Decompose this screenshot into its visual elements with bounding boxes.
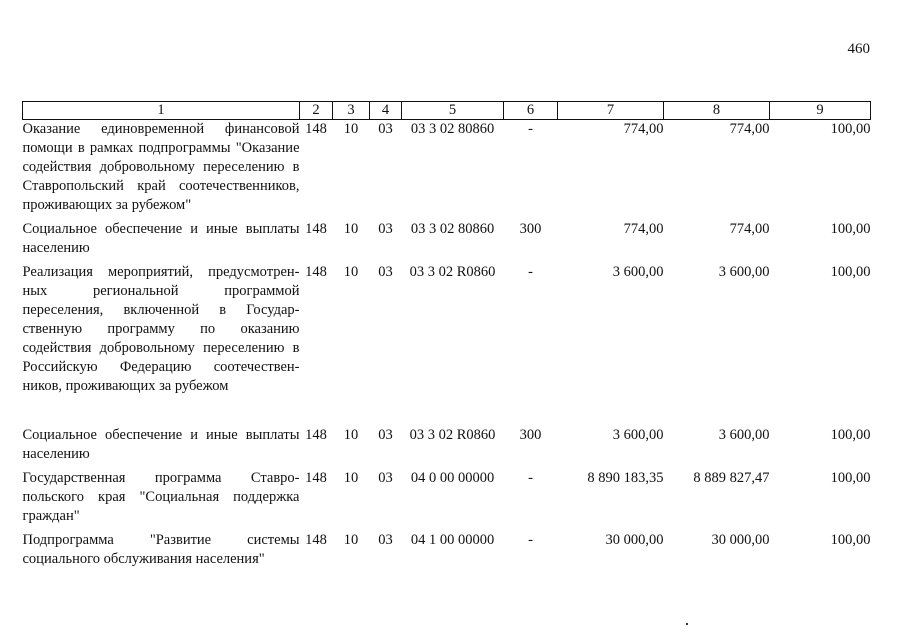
cell-actual: 3 600,00 — [718, 264, 770, 280]
cell-ministry: 148 — [305, 221, 327, 237]
table-row — [23, 426, 871, 469]
row-name: Оказание единовременной финансовой помощи в рамках подпрограммы "Оказание содействия добровольному переселению в Ставропольский край соотечественников, проживающих за рубежом" — [22, 121, 300, 213]
column-header-9: 9 — [770, 102, 871, 120]
cell-ministry: 148 — [305, 532, 327, 548]
column-header-3: 3 — [333, 102, 370, 120]
scan-speck — [686, 623, 688, 625]
cell-percent: 100,00 — [830, 121, 871, 137]
column-header-6: 6 — [504, 102, 558, 120]
table-row — [23, 220, 871, 263]
cell-ministry: 148 — [305, 264, 327, 280]
cell-subsection: 03 — [378, 532, 393, 548]
cell-expense-type: - — [528, 532, 533, 548]
cell-ministry: 148 — [305, 427, 327, 443]
cell-target-article: 04 1 00 00000 — [410, 532, 495, 548]
cell-target-article: 03 3 02 R0860 — [409, 427, 496, 443]
cell-expense-type: - — [528, 470, 533, 486]
table-row — [23, 120, 871, 221]
page-number: 460 — [847, 41, 870, 57]
cell-expense-type: 300 — [519, 427, 542, 443]
table-row — [23, 263, 871, 426]
cell-percent: 100,00 — [830, 532, 871, 548]
cell-actual: 3 600,00 — [718, 427, 770, 443]
cell-section: 10 — [343, 427, 359, 443]
column-header-2: 2 — [300, 102, 333, 120]
row-name: Реализация мероприятий, предусмотрен-ных региональной программой переселения, включенной в Государ-ственную программу по оказанию содействия добровольному переселению в Российскую Федерацию соотечествен-ников, проживающих за рубежом — [22, 264, 300, 394]
cell-plan: 3 600,00 — [612, 264, 664, 280]
table-row — [23, 469, 871, 531]
column-header-4: 4 — [370, 102, 402, 120]
cell-expense-type: - — [528, 121, 533, 137]
cell-target-article: 04 0 00 00000 — [410, 470, 495, 486]
cell-expense-type: 300 — [519, 221, 542, 237]
cell-actual: 774,00 — [729, 121, 770, 137]
cell-section: 10 — [343, 532, 359, 548]
column-header-5: 5 — [402, 102, 504, 120]
cell-section: 10 — [343, 470, 359, 486]
column-header-8: 8 — [664, 102, 770, 120]
cell-ministry: 148 — [305, 121, 327, 137]
cell-subsection: 03 — [378, 121, 393, 137]
row-name: Подпрограмма "Развитие системы социального обслуживания населения" — [22, 532, 300, 567]
budget-table — [22, 101, 871, 569]
cell-percent: 100,00 — [830, 427, 871, 443]
cell-actual: 8 889 827,47 — [693, 470, 770, 486]
cell-plan: 774,00 — [623, 221, 664, 237]
column-header-1: 1 — [23, 102, 300, 120]
cell-actual: 30 000,00 — [711, 532, 770, 548]
row-name: Социальное обеспечение и иные выплаты населению — [22, 427, 300, 462]
cell-percent: 100,00 — [830, 264, 871, 280]
row-name: Государственная программа Ставро-польского края "Социальная поддержка граждан" — [22, 470, 300, 524]
cell-plan: 3 600,00 — [612, 427, 664, 443]
cell-plan: 774,00 — [623, 121, 664, 137]
column-header-7: 7 — [558, 102, 664, 120]
table-header-row — [23, 102, 871, 120]
cell-ministry: 148 — [305, 470, 327, 486]
cell-subsection: 03 — [378, 221, 393, 237]
cell-section: 10 — [343, 264, 359, 280]
cell-target-article: 03 3 02 80860 — [410, 121, 495, 137]
cell-section: 10 — [343, 121, 359, 137]
row-name: Социальное обеспечение и иные выплаты населению — [22, 221, 300, 256]
cell-expense-type: - — [528, 264, 533, 280]
cell-subsection: 03 — [378, 470, 393, 486]
cell-percent: 100,00 — [830, 221, 871, 237]
cell-plan: 30 000,00 — [605, 532, 664, 548]
cell-section: 10 — [343, 221, 359, 237]
cell-target-article: 03 3 02 80860 — [410, 221, 495, 237]
cell-subsection: 03 — [378, 264, 393, 280]
cell-subsection: 03 — [378, 427, 393, 443]
table-row — [23, 531, 871, 569]
cell-plan: 8 890 183,35 — [587, 470, 664, 486]
cell-actual: 774,00 — [729, 221, 770, 237]
cell-percent: 100,00 — [830, 470, 871, 486]
cell-target-article: 03 3 02 R0860 — [409, 264, 496, 280]
